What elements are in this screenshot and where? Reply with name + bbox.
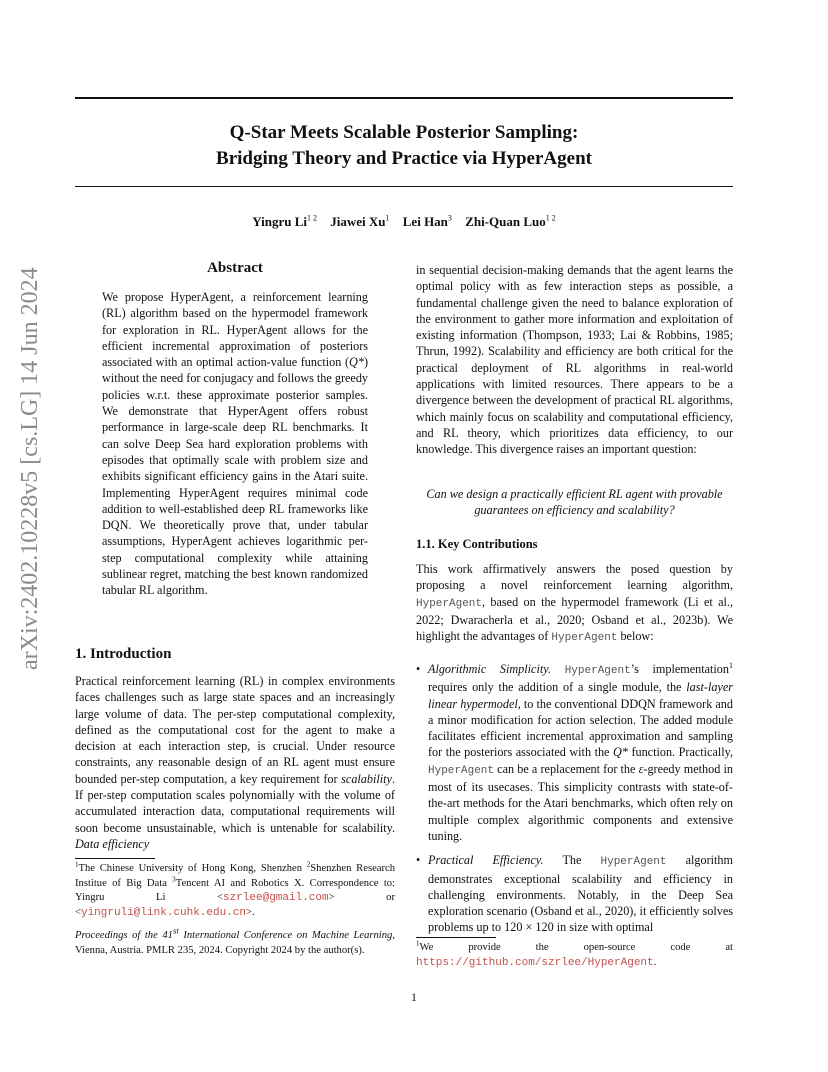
list-item: • Algorithmic Simplicity. HyperAgent’s implementation$^1$ requires only the addition of a single module, the last-layer linear hypermodel, to the conventional DDQN framework and a minor modification for action selection. The added module facilitates efficient incremental approximation and sampling for the posteriors associated with the Q* function. Practically, HyperAgent can be a replacement for the ε-greedy method in most of its usecases. This simplicity contrasts with state-of-the-art methods for the Atari benchmarks, which often rely on multiple complex algorithmic components and extensive tuning. bbox=[416, 660, 733, 843]
list-item: • Practical Efficiency. The HyperAgent algorithm demonstrates exceptional scalability and efficiency in challenging environments. Notably, in the Deep Sea exploration scenario (Osband et al., 2020), it efficiently solves problems up to 120 × 120 in size with optimal bbox=[416, 853, 734, 935]
title-line-1: Q-Star Meets Scalable Posterior Sampling: bbox=[229, 122, 579, 143]
title-line-2: Bridging Theory and Practice via HyperAgent bbox=[216, 148, 592, 169]
email-link[interactable]: szrlee@gmail.com bbox=[222, 892, 329, 904]
proceedings-note: Proceedings of the 41st International Conference on Machine Learning, Vienna, Austria. PMLR 235, 2024. Copyright 2024 by the author(s). bbox=[75, 925, 395, 956]
arxiv-stamp: arXiv:2402.10228v5 [cs.LG] 14 Jun 2024 bbox=[17, 267, 43, 670]
author: Lei Han$^3$ bbox=[402, 213, 452, 229]
contribution-list bbox=[416, 661, 733, 944]
title-bottom-rule bbox=[75, 186, 733, 187]
author: Jiawei Xu$^1$ bbox=[330, 213, 390, 229]
page-number: 1 bbox=[411, 990, 417, 1004]
email-link[interactable]: yingruli@link.cuhk.edu.cn bbox=[80, 906, 247, 919]
paper-title bbox=[75, 120, 733, 172]
code-footnote: $^1$We provide the open-source code at https://github.com/szrlee/HyperAgent. bbox=[416, 939, 733, 969]
author-list bbox=[75, 214, 733, 230]
github-link[interactable]: https://github.com/szrlee/HyperAgent bbox=[416, 956, 654, 969]
contributions-paragraph: This work affirmatively answers the posed question by proposing a novel reinforcement learning algorithm, HyperAgent, based on the hypermodel framework (Li et al., 2022; Dwaracherla et al., 2020; Osband et al., 2023b). We highlight the advantages of HyperAgent below: bbox=[416, 562, 733, 645]
footnote-rule bbox=[416, 937, 496, 938]
title-top-rule bbox=[75, 97, 733, 99]
affiliation-footnote: $^1$The Chinese University of Hong Kong, Shenzhen $^2$Shenzhen Research Institue of Big Data $^3$Tencent AI and Robotics X. Correspondence to: Yingru Li <szrlee@gmail.com> or <yingruli@link.cuhk.edu.cn>. bbox=[75, 860, 396, 919]
research-question: Can we design a practically efficient RL agent with provable guarantees on efficiency and scalability? bbox=[426, 487, 723, 518]
footnote-rule bbox=[75, 858, 155, 859]
abstract-heading: Abstract bbox=[207, 260, 263, 276]
intro-heading: 1. Introduction bbox=[75, 646, 172, 662]
intro-continued: in sequential decision-making demands that the agent learns the optimal policy with as few interaction steps as possible, a fundamental challenge given the need to balance exploration of the environment to gather more information and exploitation of existing information (Thompson, 1933; Lai & Robbins, 1985; Thrun, 1992). Scalability and efficiency are both critical for the practical deployment of RL algorithms in real-world applications with limited resources. There appears to be a divergence between the development of practical RL algorithms, which mainly focus on scalability and computational efficiency, and RL theory, which prioritizes data efficiency, to our knowledge. This divergence raises an important question: bbox=[416, 263, 733, 457]
author: Yingru $Li^{1 2}$ bbox=[252, 213, 318, 229]
abstract-text: We propose HyperAgent, a reinforcement learning (RL) algorithm based on the hypermodel framework for exploration in RL. HyperAgent allows for the efficient incremental approximation of posteriors associated with an optimal action-value function (Q*) without the need for conjugacy and follows the greedy policies w.r.t. these approximate posterior samples. We demonstrate that HyperAgent offers robust performance in large-scale deep RL benchmarks. It can solve Deep Sea hard exploration problems with episodes that optimally scale with problem size and exhibits significant efficiency gains in the Atari suite. Implementing HyperAgent requires minimal code addition to well-established deep RL frameworks like DQN. We theoretically prove that, under tabular assumptions, HyperAgent achieves logarithmic per-step computational complexity while attaining sublinear regret, matching the best known randomized tabular RL algorithm. bbox=[102, 290, 369, 598]
author: Zhi-Quan Luo$^{1 2}$ bbox=[465, 213, 556, 229]
key-contributions-heading: 1.1. Key Contributions bbox=[416, 537, 538, 551]
intro-paragraph: Practical reinforcement learning (RL) in complex environments faces challenges such as large state spaces and an increasingly large volume of data. The per-step computational complexity, defined as the computational cost for the agent to make a decision at each interaction step, is crucial. Under resource constraints, any reasonable design of an RL agent must ensure bounded per-step computation, a key requirement for scalability. If per-step computation scales polynomially with the volume of accumulated interaction data, computational requirements will soon become unsustainable, which is untenable for scalability. Data efficiency bbox=[75, 674, 395, 851]
